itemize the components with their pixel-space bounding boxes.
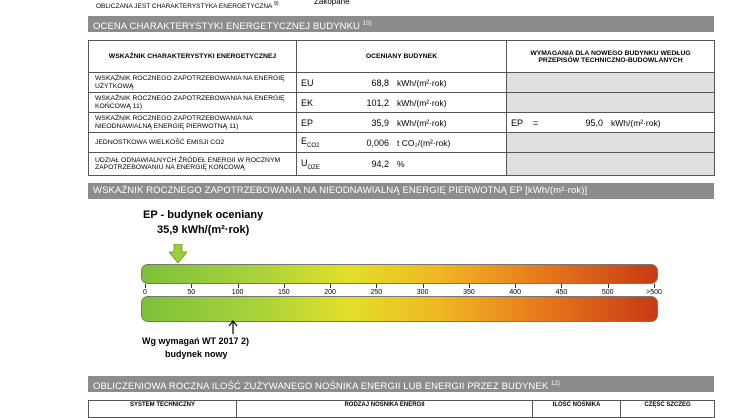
table-row — [89, 73, 715, 93]
assessed-marker-arrow-icon — [169, 244, 187, 264]
row-label-co2: JEDNOSTKOWA WIELKOŚĆ EMISJI CO2 — [89, 133, 297, 153]
scale-tick — [654, 284, 655, 288]
req-cell-empty — [507, 93, 715, 113]
row-label-ep: WSKAŹNIK ROCZNEGO ZAPOTRZEBOWANIA NA NIEODNAWIALNĄ ENERGIĘ PIERWOTNĄ 11) — [89, 113, 297, 133]
requirement-subtitle: budynek nowy — [165, 349, 228, 359]
scale-tick — [284, 284, 285, 288]
value-cell-ep: EP 35,9 kWh/(m²·rok) — [297, 113, 507, 133]
scale-tick-label: >500 — [646, 289, 662, 296]
scale-tick — [191, 284, 192, 288]
section-energy-carrier-header: OBLICZENIOWA ROCZNA ILOŚĆ ZUŻYWANEGO NOŚNIKA ENERGII LUB ENERGII PRZEZ BUDYNEK $^{12)}$ — [88, 376, 714, 392]
col-head-assessed: OCENIANY BUDYNEK — [297, 41, 507, 73]
col-head-amount: ILOŚĆ NOŚNIKA — [533, 401, 621, 418]
value-cell-eu: EU 68,8 kWh/(m²·rok) — [297, 73, 507, 93]
table-row — [89, 133, 715, 153]
table-row — [89, 93, 715, 113]
value-cell-ek: EK 101,2 kWh/(m²·rok) — [297, 93, 507, 113]
ep-scale-bar-upper — [141, 264, 658, 284]
scale-tick — [376, 284, 377, 288]
col-head-part: CZĘŚĆ SZCZEG — [621, 401, 715, 418]
requirement-title: Wg wymagań WT 2017 2) — [142, 336, 250, 346]
assessed-building-value: 35,9 kWh/(m²·rok) — [157, 224, 250, 236]
scale-tick-label: 400 — [509, 289, 522, 296]
scale-tick — [145, 284, 146, 288]
row-label-eu: WSKAŹNIK ROCZNEGO ZAPOTRZEBOWANIA NA ENERGIĘ UŻYTKOWĄ — [89, 73, 297, 93]
scale-tick — [515, 284, 516, 288]
table-row — [89, 153, 715, 176]
scale-tick-label: 450 — [555, 289, 568, 296]
scale-tick — [561, 284, 562, 288]
req-cell-ep: EP = 95,0 kWh/(m²·rok) — [507, 113, 715, 133]
scale-tick-label: 100 — [231, 289, 244, 296]
scale-tick — [238, 284, 239, 288]
section-energy-assessment-header: OCENA CHARAKTERYSTYKI ENERGETYCZNEJ BUDYNKU $^{10)}$ — [88, 16, 714, 32]
energy-indicators-table — [88, 40, 715, 176]
row-label-oze: UDZIAŁ ODNAWIALNYCH ŹRÓDEŁ ENERGII W ROCZNYM ZAPOTRZEBOWANIU NA ENERGIĘ KOŃCOWĄ — [89, 153, 297, 176]
req-cell-empty — [507, 153, 715, 176]
table-row — [89, 113, 715, 133]
assessed-building-title: EP - budynek oceniany — [143, 209, 264, 221]
energy-carrier-table — [88, 400, 715, 418]
scale-tick-label: 50 — [187, 289, 196, 296]
col-head-indicator: WSKAŹNIK CHARAKTERYSTYKI ENERGETYCZNEJ — [89, 41, 297, 73]
scale-tick — [330, 284, 331, 288]
col-head-system: SYSTEM TECHNICZNY — [89, 401, 237, 418]
ep-scale-bar-lower — [141, 296, 658, 322]
col-head-carrier: RODZAJ NOŚNIKA ENERGII — [237, 401, 533, 418]
requirement-marker-arrow-icon — [228, 320, 238, 334]
scale-tick-label: 300 — [416, 289, 429, 296]
scale-tick — [423, 284, 424, 288]
scale-tick — [469, 284, 470, 288]
scale-tick — [608, 284, 609, 288]
scale-tick-label: 350 — [463, 289, 475, 296]
section-ep-scale-header: WSKAŹNIK ROCZNEGO ZAPOTRZEBOWANIA NA NIEODNAWIALNĄ ENERGIĘ PIERWOTNĄ EP [kWh/(m²·rok)] — [88, 183, 714, 199]
scale-tick-label: 250 — [370, 289, 383, 296]
top-cut-location: Zakopane — [314, 0, 350, 6]
scale-tick-label: 0 — [143, 289, 147, 296]
col-head-requirements: WYMAGANIA DLA NOWEGO BUDYNKU WEDŁUG PRZEPISÓW TECHNICZNO-BUDOWLANYCH — [507, 41, 715, 73]
req-cell-empty — [507, 133, 715, 153]
scale-tick-label: 200 — [324, 289, 336, 296]
scale-tick-label: 500 — [601, 289, 614, 296]
req-cell-empty — [507, 73, 715, 93]
top-cut-text: OBLICZANA JEST CHARAKTERYSTYKA ENERGETYCZNA $^{9)}$ — [96, 1, 279, 11]
row-label-ek: WSKAŹNIK ROCZNEGO ZAPOTRZEBOWANIA NA ENERGIĘ KOŃCOWĄ 11) — [89, 93, 297, 113]
scale-tick-label: 150 — [277, 289, 290, 296]
value-cell-oze: $U_{OZE}$ 94,2 % — [297, 153, 507, 176]
value-cell-co2: $E_{CO2}$ 0,006 t CO₂/(m²·rok) — [297, 133, 507, 153]
ep-scale-axis — [141, 284, 662, 296]
